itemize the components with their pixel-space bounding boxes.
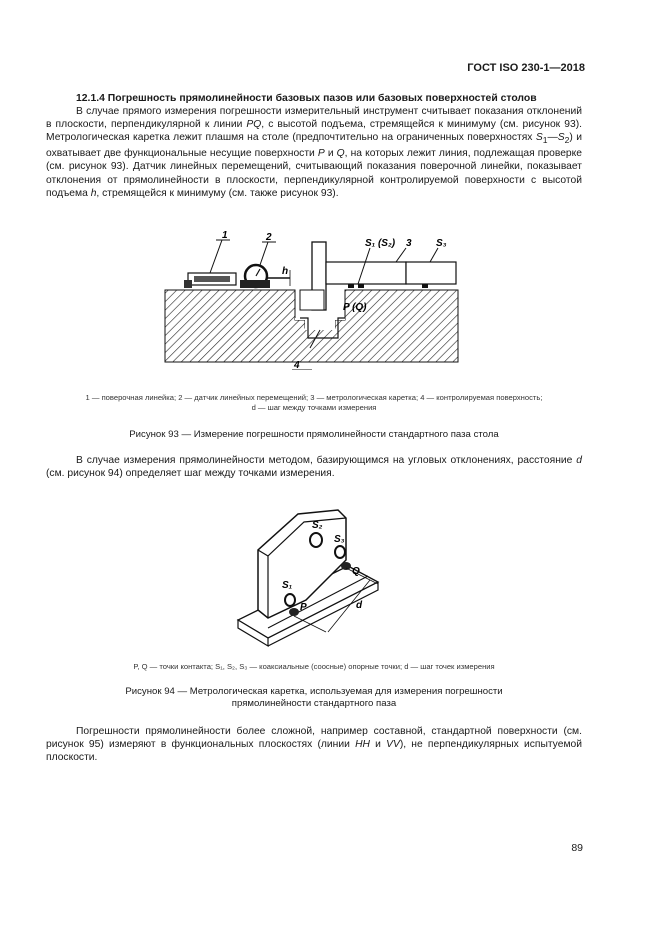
fig93-label-4: 4 [294,360,300,370]
section-title: 12.1.4 Погрешность прямолинейности базовых пазов или базовых поверхностей столов [76,93,537,104]
fig93-label-2: 2 [266,232,272,243]
document-header: ГОСТ ISO 230-1—2018 [467,62,585,74]
paragraph-direct-measurement: В случае прямого измерения погрешности измерительный инструмент считывает показания отклонений в плоскости, перпендикулярной к линии PQ, с высотой подъема, стремящейся к минимуму (см. рисунок 93). Метрологическая каретка лежит плашмя на столе (предпочтительно на ограниченных поверхностях $S_1—S_2$) и охватывает две функциональные несущие поверхности P и Q, на которых лежит линия, подлежащая проверке (см. рисунок 93). Датчик линейных перемещений, считывающий показания поверочной линейки, показывает отклонения от прямолинейности в плоскости, перпендикулярной контролируемой поверхности с высотой подъема h, стремящейся к минимуму (см. также рисунок 93). [46,106,582,199]
fig94-label-s1: S₁ [282,580,293,591]
paragraph-complex-surface: Погрешности прямолинейности более сложной, например составной, стандартной поверхности (см. рисунок 95) измеряют в функциональных плоскостях (линии HH и VV), не перпендикулярных испытуемой плоскости. [46,726,582,764]
fig94-label-d: d [356,600,363,611]
carriage [326,262,406,284]
fig94-label-s3: S₃ [334,534,345,545]
figure-94-drawing [228,500,398,650]
fig94-label-s2: S₂ [312,520,323,531]
fig94-label-q: Q [352,566,360,577]
figure-94-caption: Рисунок 94 — Метрологическая каретка, используемая для измерения погрешности прямолинейности стандартного паза [125,686,503,709]
fig93-label-1: 1 [222,230,228,241]
fig93-label-3: 3 [406,238,412,249]
fig93-label-s1s2: S₁ (S₂) [365,238,396,249]
fig93-label-h: h [282,266,289,277]
page-number: 89 [571,842,583,854]
fig93-label-pq: P (Q) [343,302,367,313]
figure-94-legend: P, Q — точки контакта; S₁, S₂, S₃ — коаксиальные (соосные) опорные точки; d — шаг точек измерения [133,662,495,671]
figure-93-drawing [160,230,460,370]
figure-93-legend: 1 — поверочная линейка; 2 — датчик линейных перемещений; 3 — метрологическая каретка; 4 — контролируемая поверхность; d — шаг между точками измерения [85,393,543,412]
paragraph-angular-method: В случае измерения прямолинейности методом, базирующимся на угловых отклонениях, расстояние d (см. рисунок 94) определяет шаг между точками измерения. [46,455,582,480]
fig93-label-s3: S₃ [436,238,447,249]
figure-93-caption: Рисунок 93 — Измерение погрешности прямолинейности стандартного паза стола [129,429,499,440]
fig94-label-p: P [300,602,307,613]
